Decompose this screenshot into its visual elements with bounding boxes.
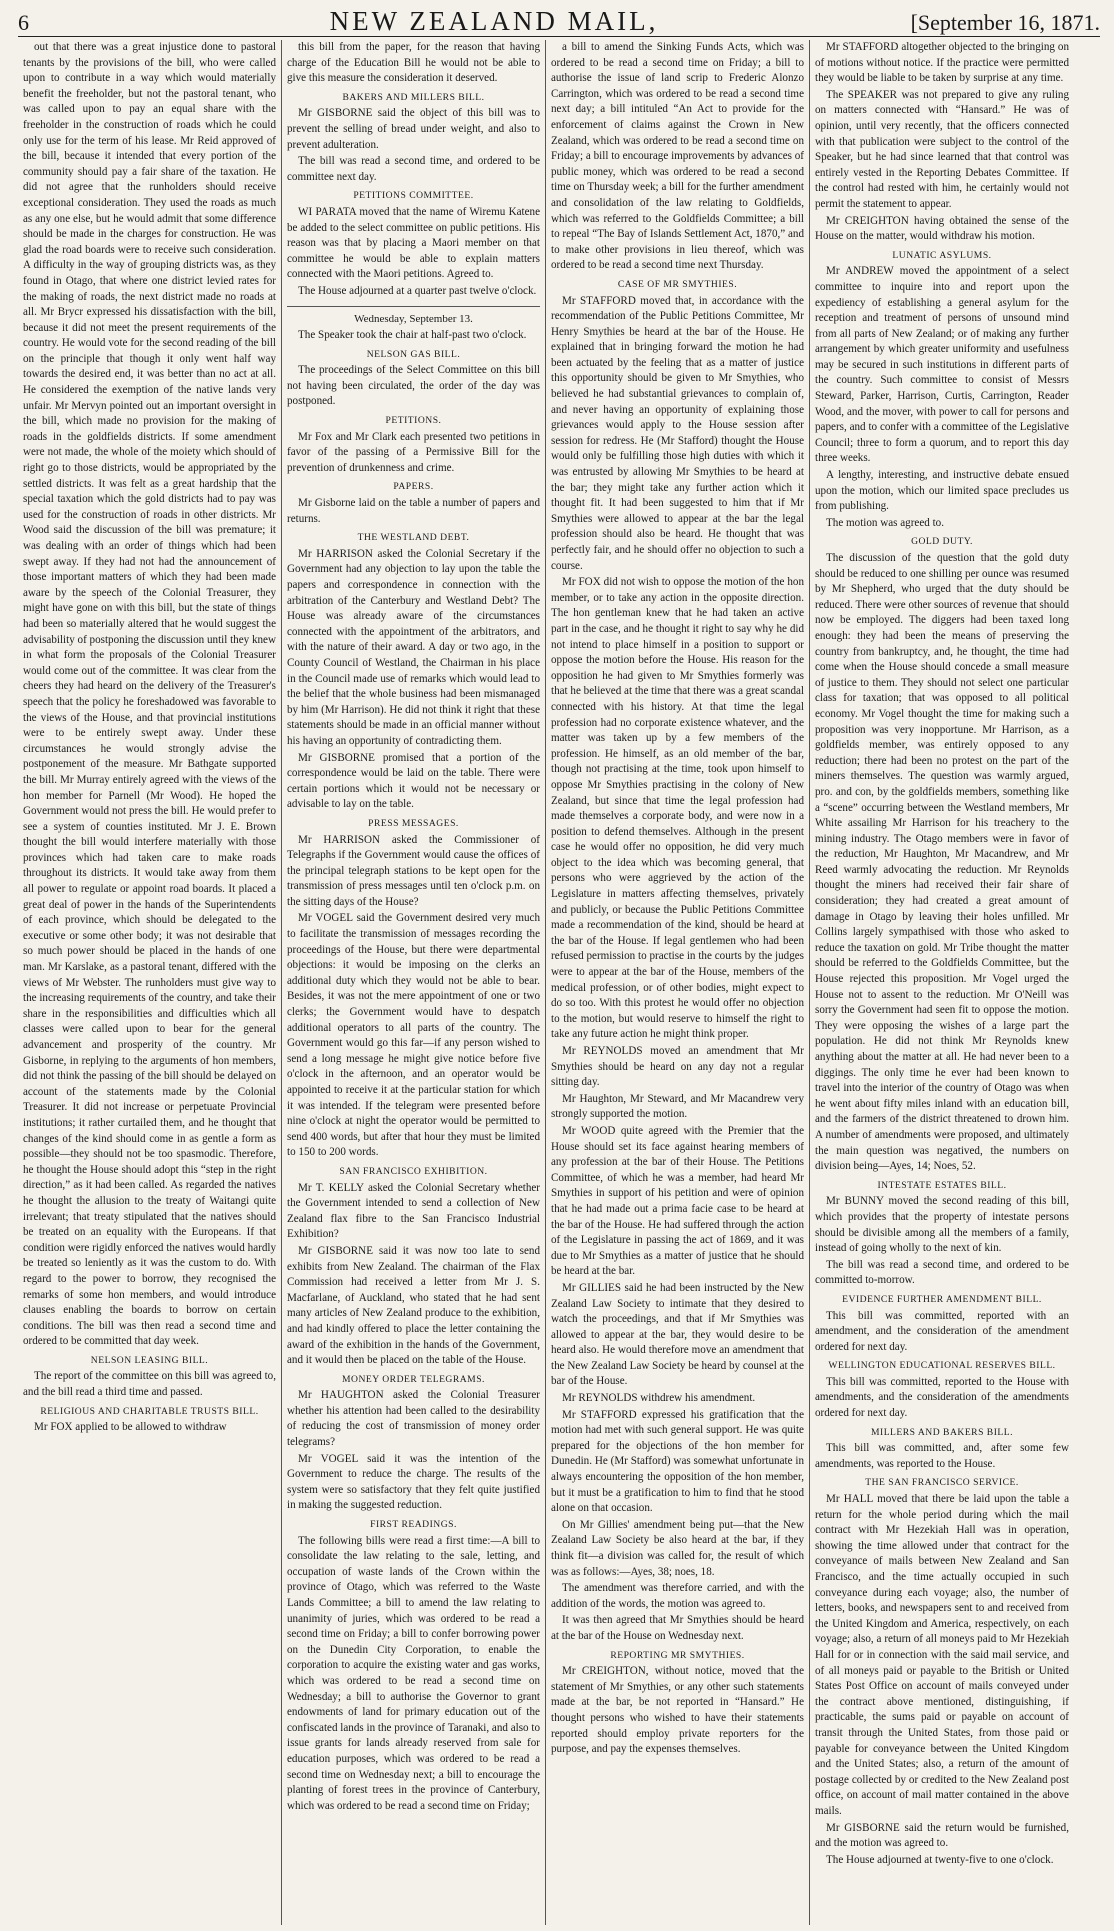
article-paragraph: Mr HARRISON asked the Colonial Secretary if the Government had any objection to lay upon the table the papers and correspondence in connection with the arbitration of the Canterbury and Westland Debt? The House was already aware of the circumstances connected with the appointment of the arbitrators, and with the nature of their award. A day or two ago, in the County Council of Westland, the Chairman in his place in the Council made use of remarks which would lead to the belief that the whole business had been mismanaged by him (Mr Harrison). He did not think it right that these statements should be made in an official manner without his having an opportunity of contradicting them. bbox=[287, 547, 540, 747]
article-paragraph: A lengthy, interesting, and instructive debate ensued upon the motion, which our limited space precludes us from publishing. bbox=[815, 469, 1069, 513]
article-paragraph: The report of the committee on this bill was agreed to, and the bill read a third time and passed. bbox=[23, 1370, 276, 1399]
article-paragraph: The proceedings of the Select Committee on this bill not having been circulated, the order of the day was postponed. bbox=[287, 364, 540, 408]
article-paragraph: Mr REYNOLDS moved an amendment that Mr Smythies should be heard on any day not a regular sitting day. bbox=[551, 1045, 804, 1089]
article-paragraph: Mr GISBORNE said the return would be furnished, and the motion was agreed to. bbox=[815, 1821, 1069, 1850]
article-paragraph: This bill was committed, reported with an amendment, and the consideration of the amendment ordered for next day. bbox=[815, 1309, 1069, 1353]
article-paragraph: Mr FOX applied to be allowed to withdraw bbox=[34, 1421, 227, 1434]
article-paragraph: The bill was read a second time, and ordered to be committee next day. bbox=[287, 155, 540, 183]
article-paragraph: The House adjourned at twenty-five to one o'clock. bbox=[826, 1853, 1054, 1866]
section-heading: NELSON GAS BILL. bbox=[366, 348, 461, 360]
article-paragraph: It was then agreed that Mr Smythies should be heard at the bar of the House on Wednesday next. bbox=[551, 1614, 804, 1642]
article-paragraph: Mr GISBORNE promised that a portion of the correspondence would be laid on the table. There were certain portions which it would not be necessary or advisable to lay on the table. bbox=[287, 751, 540, 811]
section-heading: SAN FRANCISCO EXHIBITION. bbox=[339, 1165, 488, 1177]
section-heading: EVIDENCE FURTHER AMENDMENT BILL. bbox=[842, 1293, 1042, 1305]
column-4 bbox=[810, 40, 1074, 1925]
section-heading: MILLERS AND BAKERS BILL. bbox=[870, 1426, 1014, 1438]
section-heading: PETITIONS COMMITTEE. bbox=[353, 190, 474, 202]
article-paragraph: Mr T. KELLY asked the Colonial Secretary whether the Government intended to send a collection of New Zealand flax fibre to the San Francisco Industrial Exhibition? bbox=[287, 1181, 540, 1241]
section-heading: CASE OF MR SMYTHIES. bbox=[617, 278, 738, 290]
section-heading: WELLINGTON EDUCATIONAL RESERVES BILL. bbox=[828, 1360, 1056, 1372]
article-paragraph: The discussion of the question that the gold duty should be reduced to one shilling per ounce was resumed by Mr Shepherd, who urged that the duty should be reduced. There were other sources of revenue that should now be employed. The diggers had been taxed long enough: they had been the means of preserving the country from bankruptcy, and, he thought, the time had come when the House should concede a small measure of justice to them. They should not select one particular class for taxation; that was opposed to all political economy. Mr Vogel thought the time for making such a proposition was very inopportune. Mr Harrison, as a goldfields member, was entirely opposed to any reduction; there had been no protest on the part of the miners themselves. The question was warmly argued, pro. and con, by the goldfields members, something like a “scene” occurring between the Westland members, Mr White assailing Mr Harrison for his treachery to the mining industry. The Otago members were in favor of the reduction, Mr Haughton, Mr Macandrew, and Mr Reed warmly advocating the reduction. Mr Reynolds thought the miners had received their fair share of consideration; they had created a great amount of damage in Otago by leaving their holes unfilled. Mr Collins largely sympathised with those who asked to reduce the taxation on gold. Mr Tribe thought the matter should be referred to the Goldfields Committee, but the House rejected this proposition. Mr Vogel urged the House not to assent to the reduction. Mr O'Neill was sorry the Government had seen fit to oppose the motion. They were opposing the wishes of a large part the population. He did not think Mr Reynolds knew anything about the matter at all. He had never been to a diggings. The only time he ever had been known to travel into the interior of the country of Otago was when he went about fifty miles inland with an education bill, and the farmers of the district threatened to drown him. A number of amendments were proposed, and ultimately the main question was negatived, the numbers on division being—Ayes, 14; Noes, 52. bbox=[815, 552, 1069, 1173]
article-paragraph: Mr HAUGHTON asked the Colonial Treasurer whether his attention had been called to the desirability of reducing the cost of transmission of money order telegrams? bbox=[287, 1389, 540, 1449]
article-paragraph: Mr VOGEL said the Government desired very much to facilitate the transmission of messages recording the proceedings of the House, but there were departmental objections: it would be imposing on the clerks an additional duty which they would not be able to bear. Besides, it was not the mere appointment of one or two clerks; the Government would have to despatch additional operators to all parts of the country. The Government would go this far—if any person wished to send a long message he might give notice before five o'clock in the afternoon, and an operator would be appointed to receive it at the particular station for which it was intended. If the telegram were presented before nine o'clock at night the operator would be permitted to send 400 words, but after that hour they must be limited to 150 to 200 words. bbox=[287, 912, 540, 1159]
article-paragraph: Mr CREIGHTON, without notice, moved that the statement of Mr Smythies, or any other such statements made at the bar, be not reported in “Hansard.” He thought persons who wished to have their statements reported should employ private reporters for the purpose, and pay the expenses themselves. bbox=[551, 1665, 804, 1756]
section-heading: MONEY ORDER TELEGRAMS. bbox=[342, 1373, 485, 1385]
article-paragraph: The following bills were read a first time:—A bill to consolidate the law relating to the sale, letting, and occupation of waste lands of the Crown within the province of Otago, which was referred to the Waste Lands Committee; a bill to amend the law relating to unanimity of juries, which was ordered to be read a second time on Friday; a bill to confer borrowing power on the Dunedin City Corporation, to enable the corporation to acquire the existing water and gas works, which was ordered to be read a second time on Wednesday; a bill to authorise the Governor to grant endowments of land for primary education out of the confiscated lands in the province of Taranaki, and also to issue grants for lands already reserved from sale for education purposes, which was ordered to be read a second time on Wednesday next; a bill to encourage the planting of forest trees in the province of Canterbury, which was ordered to be read a second time on Friday; bbox=[287, 1534, 540, 1812]
article-paragraph: this bill from the paper, for the reason that having charge of the Education Bill he would not be able to give this measure the consideration it deserved. bbox=[287, 41, 540, 85]
article-paragraph: Mr STAFFORD expressed his gratification that the motion had met with such general support. He was quite prepared for the objections of the hon member for Dunedin. He (Mr Stafford) was somewhat unfortunate in always encountering the opposition of the hon member, but it must be a gratification to him to find that he stood alone on that occasion. bbox=[551, 1408, 804, 1515]
article-paragraph: The SPEAKER was not prepared to give any ruling on matters connected with “Hansard.” He was of opinion, until very recently, that the officers connected with that publication were subject to the control of the Speaker, but he had since learned that that control was entirely vested in the Reporting Debates Committee. If the control had rested with him, he certainly would not permit the statement to appear. bbox=[815, 88, 1069, 210]
section-heading: NELSON LEASING BILL. bbox=[90, 1354, 209, 1366]
section-heading: REPORTING MR SMYTHIES. bbox=[610, 1649, 745, 1661]
article-paragraph: Mr ANDREW moved the appointment of a select committee to inquire into and report upon the expediency of establishing a general asylum for the reception and treatment of persons of unsound mind from all parts of New Zealand; or of making any further arrangement by which greater uniformity and usefulness may be secured in such institutions in different parts of the country. Such committee to consist of Messrs Steward, Parker, Harrison, Curtis, Carrington, Reader Wood, and the mover, with power to call for persons and papers, and to confer with a committee of the Legislative Council; three to form a quorum, and to report this day three weeks. bbox=[815, 265, 1069, 465]
column-1 bbox=[18, 40, 282, 1925]
section-heading: INTESTATE ESTATES BILL. bbox=[877, 1179, 1007, 1191]
article-paragraph: a bill to amend the Sinking Funds Acts, which was ordered to be read a second time on Friday; a bill to authorise the issue of land scrip to Frederic Alonzo Carrington, which was ordered to be read a second time next day; a bill intituled “An Act to provide for the enforcement of claims against the Crown in New Zealand, which was ordered to be read a second time on Friday; a bill to encourage improvements by advances of public money, which was ordered to be read a second time on Thursday week; a bill for the further amendment and consolidation of the law relating to Goldfields, which was referred to the Goldfields Committee; a bill to repeal “The Bay of Islands Settlement Act, 1870,” and to make other provisions in lieu thereof, which was ordered to be read a second time next Thursday. bbox=[551, 41, 804, 272]
article-paragraph: Mr GISBORNE said it was now too late to send exhibits from New Zealand. The chairman of the Flax Commission had received a letter from Mr J. S. Macfarlane, of Auckland, who stated that he had sent many articles of New Zealand produce to the exhibition, and had kindly offered to place the letter containing the award of the exhibition in the hands of the Government, and it would then be placed on the table of the House. bbox=[287, 1244, 540, 1367]
columns bbox=[18, 40, 1100, 1925]
article-paragraph: Mr VOGEL said it was the intention of the Government to reduce the charge. The results of the system were so satisfactory that they felt quite justified in making the suggested reduction. bbox=[287, 1452, 540, 1512]
article-paragraph: The Speaker took the chair at half-past two o'clock. bbox=[298, 329, 527, 342]
article-paragraph: Mr Haughton, Mr Steward, and Mr Macandrew very strongly supported the motion. bbox=[551, 1092, 804, 1121]
article-paragraph: Mr Gisborne laid on the table a number of papers and returns. bbox=[287, 497, 540, 525]
article-paragraph: Mr STAFFORD altogether objected to the bringing on of motions without notice. If the practice were permitted they would be liable to be taken by surprise at any time. bbox=[815, 41, 1069, 85]
article-paragraph: On Mr Gillies' amendment being put—that the New Zealand Law Society be also heard at the bar, if they think fit—a division was called for, the result of which was as follows:—Ayes, 38; noes, 18. bbox=[551, 1518, 804, 1578]
article-paragraph: Mr STAFFORD moved that, in accordance with the recommendation of the Public Petitions Committee, Mr Henry Smythies be heard at the bar of the House. He explained that in bringing forward the motion he had been actuated by the feeling that as a matter of justice this opportunity should be given to Mr Smythies, who believed he had substantial grievances to complain of, and never having an opportunity of explaining those grievances would apply to the House session after session for redress. He (Mr Stafford) thought the House would only be fulfilling those high duties with which it was entrusted by allowing Mr Smythies to be heard at the bar; they might take any further action which it thought fit. It had been suggested to him that if Mr Smythies were allowed to appear at the bar the legal profession should also be heard. He thought that was perfectly fair, and he should offer no objection to such a course. bbox=[551, 294, 804, 572]
date-heading: Wednesday, September 13. bbox=[287, 306, 540, 328]
section-heading: PRESS MESSAGES. bbox=[368, 817, 459, 829]
article-paragraph: The bill was read a second time, and ordered to be committed to-morrow. bbox=[815, 1258, 1069, 1287]
section-heading: GOLD DUTY. bbox=[911, 536, 973, 548]
article-paragraph: The motion was agreed to. bbox=[826, 516, 944, 529]
article-paragraph: The House adjourned at a quarter past twelve o'clock. bbox=[298, 284, 537, 297]
article-paragraph: Mr GISBORNE said the object of this bill was to prevent the selling of bread under weight, and also to prevent adulteration. bbox=[287, 107, 540, 151]
newspaper-title: NEW ZEALAND MAIL, bbox=[329, 6, 659, 36]
article-paragraph: This bill was committed, reported to the House with amendments, and the consideration of the amendments ordered for next day. bbox=[815, 1375, 1069, 1420]
article-paragraph: The amendment was therefore carried, and with the addition of the words, the motion was agreed to. bbox=[551, 1582, 804, 1610]
masthead bbox=[18, 6, 1100, 37]
section-heading: THE SAN FRANCISCO SERVICE. bbox=[865, 1477, 1019, 1489]
section-heading: BAKERS AND MILLERS BILL. bbox=[342, 91, 485, 103]
article-paragraph: Mr FOX did not wish to oppose the motion of the hon member, or to take any action in the opposite direction. The hon gentleman knew that he had taken an active part in the case, and he thought it right to say why he did not intend to place himself in a position to support or oppose the motion before the House. His reason for the opposition he had given to Mr Smythies formerly was that he believed at the time that there was a great scandal connected with his history. At that time the legal profession had no corporate existence whatever, and the matter was taken up by a few members of the profession. He himself, as an old member of the bar, though not practising at the time, took upon himself to oppose Mr Smythies practising in the colony of New Zealand, but since that time the legal profession had made themselves a corporate body, and were now in a position to defend themselves. Although in the present case he would offer no opposition, he did very much object to the idea which was becoming general, that persons who were aggrieved by the action of the Legislature in matters affecting themselves, privately and publicly, or because the Public Petitions Committee made a recommendation of the kind, should be heard at the bar of the House. If legal gentlemen who had been refused permission to practise in the courts by the judges were to appear at the bar of the House, members of the medical profession, or of other bodies, might expect to do so too. With this protest he would offer no objection to the motion, but would reserve to himself the right to take any future action he might think proper. bbox=[551, 576, 804, 1041]
section-heading: THE WESTLAND DEBT. bbox=[357, 532, 470, 544]
section-heading: LUNATIC ASYLUMS. bbox=[892, 249, 992, 261]
section-heading: FIRST READINGS. bbox=[370, 1519, 457, 1531]
section-heading: RELIGIOUS AND CHARITABLE TRUSTS BILL. bbox=[40, 1405, 259, 1417]
column-2 bbox=[282, 40, 546, 1925]
article-paragraph: Mr HALL moved that there be laid upon the table a return for the whole period during which the mail contract with Mr Hezekiah Hall was in operation, showing the time allowed under that contract for the conveyance of mails between New Zealand and San Francisco, and the time actually occupied in such conveyance during each voyage; also, the number of letters, books, and newspapers sent to and received from the United Kingdom and America, respectively, on each voyage; also, a return of all moneys paid to Mr Hezekiah Hall for or in connection with the said mail service, and of all moneys paid or payable to the British or United States Post Office on account of mails conveyed under the contract above mentioned, distinguishing, if practicable, the sums paid or payable on account of transit through the United States, from those paid or payable for conveyance between the United Kingdom and the United States; also, a return of the amount of postage collected by or credited to the New Zealand post office, on account of mail matter contained in the above mails. bbox=[815, 1493, 1069, 1817]
issue-date: [September 16, 1871. bbox=[910, 10, 1100, 35]
column-3 bbox=[546, 40, 810, 1925]
article-paragraph: Mr CREIGHTON having obtained the sense of the House on the matter, would withdraw his motion. bbox=[815, 214, 1069, 243]
article-paragraph: Mr Fox and Mr Clark each presented two petitions in favor of the passing of a Permissive Bill for the prevention of drunkenness and crime. bbox=[287, 430, 540, 474]
article-paragraph: Mr BUNNY moved the second reading of this bill, which provides that the property of intestate persons should be divisible among all the members of a family, instead of going wholly to the next of kin. bbox=[815, 1195, 1069, 1255]
article-paragraph: Mr GILLIES said he had been instructed by the New Zealand Law Society to intimate that they desired to watch the proceedings, and that if Mr Smythies was allowed to appear at the bar, they would desire to be heard also. He would therefore move an amendment that the New Zealand Law Society be heard by counsel at the bar of the House. bbox=[551, 1281, 804, 1388]
article-paragraph: out that there was a great injustice done to pastoral tenants by the provisions of the bill, who were called upon to contribute in a way which would materially benefit the freeholder, but not the pastoral tenant, who was called upon to pay an equal share with the freeholder in the construction of roads which he could only use for the term of his lease. Mr Reid approved of the bill, because it intended that every portion of the community should pay a fair share of the taxation. He did not agree that the runholders should receive exceptional consideration. They used the roads as much as any one else, but he would admit that some difference should be made in the charges for construction. He was glad the road boards were to receive such consideration. A difficulty in the way of grouping districts was, as they found in Otago, that where one district levied rates for the making of roads, the next district made no roads at all. Mr Brycr expressed his dissatisfaction with the bill, because it did not meet the present requirements of the country. He would vote for the second reading of the bill on the principle that though it only went half way towards the desired end, it was better than no act at all. He considered the exemption of the native lands very unfair. Mr Mervyn pointed out an important oversight in the bill, which made no provision for the making of roads in the goldfields districts. If some amendment were not made, the whole of the moiety which should of right go to those districts, would be appropriated by the settled districts. It was felt as a great hardship that the special taxation which the gold districts had to pay was used for the construction of roads in other districts. Mr Wood said the discussion of the bill was premature; it was dealing with an order of things which had been swept away. If they had not had the announcement of those important matters of which they had been made aware by the speech of the Colonial Treasurer, they might have gone on with this bill, but the state of things had been so materially altered that he would suggest the advisability of postponing the discussion until they knew in what form the proposals of the Colonial Treasurer would come out of the committee. It was clear from the cheers they had heard on the delivery of the Treasurer's speech that the policy he foreshadowed was favorable to the views of the House, and that provincial institutions were to be entirely swept away. Under these circumstances he would strongly advise the postponement of the measure. Mr Bathgate supported the bill. Mr Murray entirely agreed with the views of the hon member for Parnell (Mr Wood). He hoped the Government would not press the bill. He would prefer to see a system of counties instituted. Mr J. E. Brown thought the bill would interfere materially with those provinces which had taken care to make roads throughout its districts. It would take away from them all power to regulate or appoint road boards. It placed a great deal of power in the hands of the Superintendents of each province, which should be delegated to the executive or some other body; it was not desirable that so much power should be placed in the hands of one man. Mr Karslake, as a pastoral tenant, differed with the views of Mr Webster. The runholders must give way to the increasing requirements of the country, and take their share in the responsibilities and difficulties which all classes were called upon to bear for the general advancement and prosperity of the country. Mr Gisborne, in replying to the arguments of hon members, did not think the passing of the bill should be delayed on account of the statements made by the Colonial Treasurer. It did not increase or perpetuate Provincial institutions; it rather curtailed them, and he thought that changes of the kind should come in as gentle a form as possible—they should not be too spasmodic. Therefore, he thought the House should adopt this “step in the right direction,” as it had been called. As regarded the natives he thought the allusion to the treaty of Waitangi quite irrelevant; that treaty stipulated that the natives should be treated on an equality with the Europeans. If that condition were rigidly enforced the natives would hardly be treated so leniently as it was the custom to do. With regard to the power to borrow, they recognised the remarks of some hon members, and would introduce clauses enabling the boards to borrow on certain conditions. The bill was then read a second time and ordered to be committed that day week. bbox=[23, 41, 276, 1348]
section-heading: PAPERS. bbox=[393, 481, 434, 493]
article-paragraph: WI PARATA moved that the name of Wiremu Katene be added to the select committee on public petitions. His reason was that by placing a Maori member on that committee he would be able to explain matters connected with the Maori petitions. Agreed to. bbox=[287, 205, 540, 281]
article-paragraph: Mr WOOD quite agreed with the Premier that the House should set its face against hearing members of any profession at the bar of their House. The Petitions Committee, of which he was a member, had heard Mr Smythies in support of his petition and were of opinion that he had made out a prima facie case to be heard at the bar of the House. He had suffered through the action of the Legislature in passing the act of 1869, and it was due to Mr Smythies as a matter of justice that he should be heard at the bar. bbox=[551, 1124, 804, 1278]
section-heading: PETITIONS. bbox=[385, 415, 442, 427]
article-paragraph: This bill was committed, and, after some few amendments, was reported to the House. bbox=[815, 1442, 1069, 1470]
article-paragraph: Mr HARRISON asked the Commissioner of Telegraphs if the Government would cause the offices of the principal telegraph stations to be kept open for the transmission of press messages until ten o'clock p.m. on the sitting days of the House? bbox=[287, 833, 540, 908]
article-paragraph: Mr REYNOLDS withdrew his amendment. bbox=[562, 1392, 756, 1405]
page-number: 6 bbox=[18, 10, 29, 35]
